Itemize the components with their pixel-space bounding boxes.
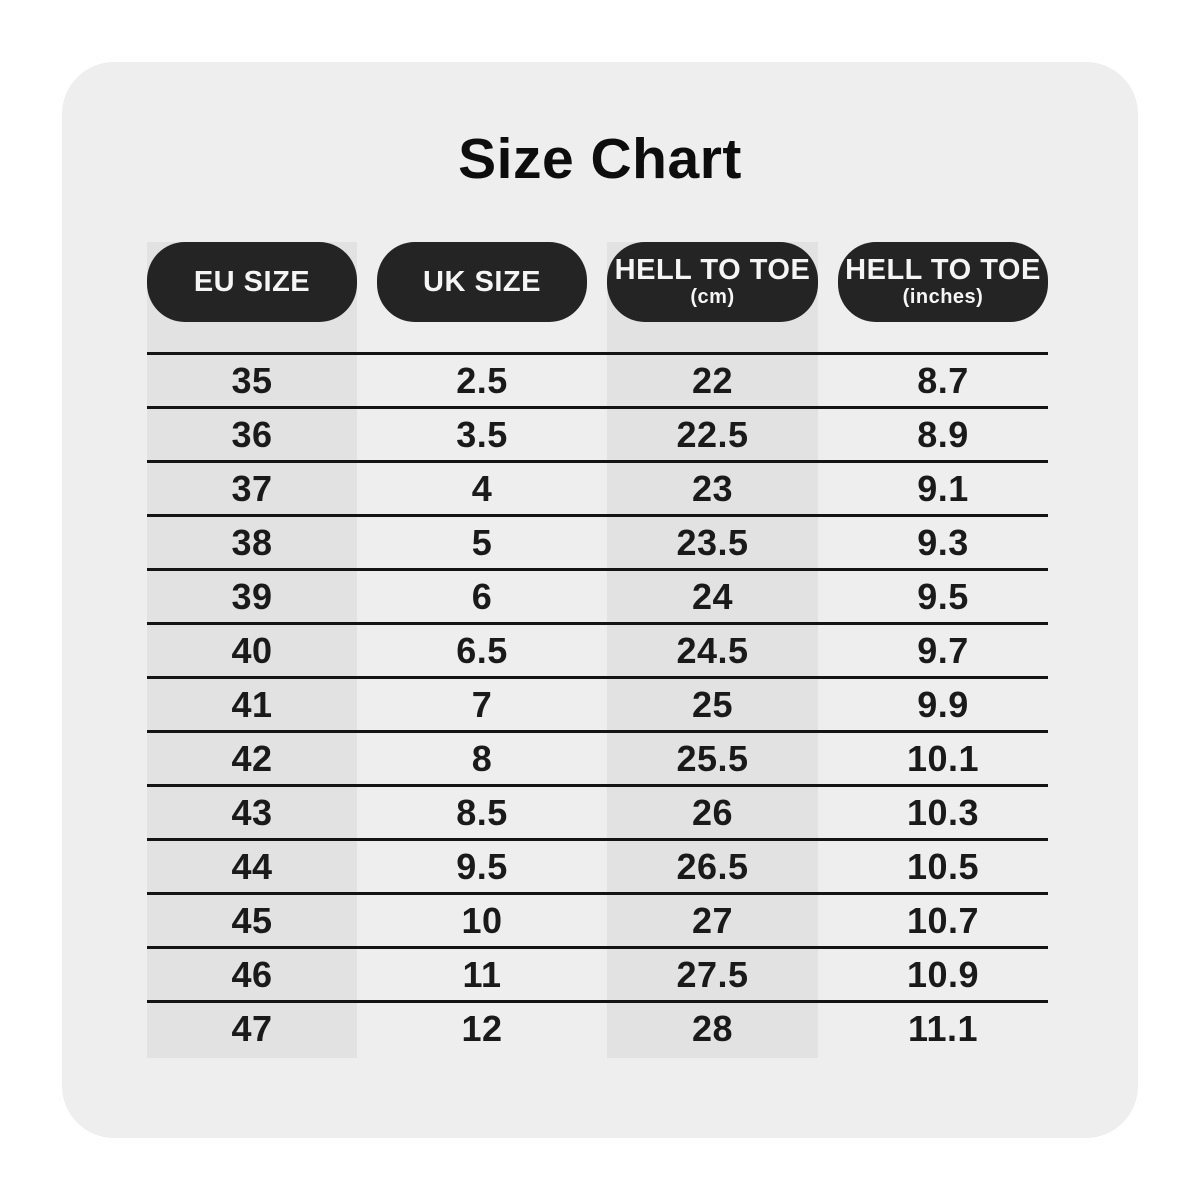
- table-cell: 23: [691, 467, 734, 509]
- size-chart-card: [62, 62, 1138, 1138]
- column-header-label: HELL TO TOE: [614, 254, 811, 286]
- table-cell: 24.5: [676, 629, 749, 671]
- table-cell: 9.5: [917, 575, 969, 617]
- table-cell: 11: [462, 953, 502, 995]
- table-cell: 11.1: [907, 1007, 979, 1049]
- table-cell: 40: [231, 629, 273, 671]
- table-cell: 26: [691, 791, 734, 833]
- table-cell: 9.7: [917, 629, 969, 671]
- table-cell: 6: [471, 575, 493, 617]
- table-cell: 10.1: [906, 737, 980, 779]
- table-cell: 25.5: [676, 737, 749, 779]
- table-cell: 10.3: [906, 791, 980, 833]
- table-cell: 35: [231, 359, 273, 401]
- table-row: [147, 622, 1048, 676]
- table-cell: 37: [231, 467, 273, 509]
- table-row: [147, 730, 1048, 784]
- table-cell: 22.5: [676, 413, 749, 455]
- table-cell: 10.5: [906, 845, 980, 887]
- table-cell: 27.5: [676, 953, 749, 995]
- table-row: [147, 784, 1048, 838]
- table-row: [147, 568, 1048, 622]
- table-row: [147, 514, 1048, 568]
- table-header-row: [147, 242, 1048, 322]
- table-cell: 27: [691, 899, 734, 941]
- table-row: [147, 892, 1048, 946]
- table-row: [147, 406, 1048, 460]
- column-header-label: HELL TO TOE: [845, 254, 1041, 286]
- table-cell: 12: [461, 1007, 503, 1049]
- table-cell: 6.5: [456, 629, 508, 671]
- table-cell: 2.5: [456, 359, 508, 401]
- table-cell: 26.5: [676, 845, 749, 887]
- table-cell: 23.5: [676, 521, 749, 563]
- column-header-badge: [838, 242, 1048, 322]
- table-cell: 47: [231, 1007, 273, 1049]
- table-cell: 5: [471, 521, 493, 563]
- table-cell: 4: [471, 467, 493, 509]
- table-cell: 39: [231, 575, 273, 617]
- table-cell: 8.9: [917, 413, 969, 455]
- table-cell: 7: [471, 683, 493, 725]
- table-row: [147, 460, 1048, 514]
- column-header-badge: [147, 242, 357, 322]
- table-row: [147, 676, 1048, 730]
- column-header-sublabel: (cm): [690, 286, 735, 308]
- column-header-label: EU SIZE: [193, 265, 311, 298]
- table-cell: 28: [691, 1007, 734, 1049]
- table-cell: 9.3: [917, 521, 969, 563]
- table-cell: 36: [231, 413, 273, 455]
- table-cell: 8.7: [917, 359, 969, 401]
- column-header-badge: [607, 242, 818, 322]
- size-chart-table: [147, 242, 1048, 1058]
- table-cell: 3.5: [456, 413, 508, 455]
- table-cell: 41: [231, 683, 273, 725]
- table-cell: 43: [231, 791, 273, 833]
- column-header-badge: [377, 242, 587, 322]
- table-cell: 24: [691, 575, 734, 617]
- column-header-label: UK SIZE: [423, 265, 541, 298]
- table-cell: 10: [461, 899, 503, 941]
- table-cell: 22: [691, 359, 734, 401]
- table-cell: 46: [231, 953, 273, 995]
- table-cell: 42: [231, 737, 273, 779]
- table-cell: 44: [231, 845, 273, 887]
- table-cell: 45: [231, 899, 273, 941]
- table-cell: 9.9: [917, 683, 969, 725]
- table-cell: 9.1: [917, 467, 969, 509]
- page-title: Size Chart: [458, 127, 742, 191]
- table-cell: 8.5: [456, 791, 508, 833]
- table-cell: 9.5: [456, 845, 508, 887]
- table-cell: 25: [691, 683, 734, 725]
- table-body: [147, 352, 1048, 1054]
- table-cell: 10.9: [906, 953, 980, 995]
- column-header-sublabel: (inches): [902, 286, 984, 308]
- table-row: [147, 1000, 1048, 1054]
- table-cell: 8: [471, 737, 493, 779]
- table-row: [147, 838, 1048, 892]
- table-cell: 38: [231, 521, 273, 563]
- table-row: [147, 352, 1048, 406]
- table-row: [147, 946, 1048, 1000]
- table-cell: 10.7: [906, 899, 980, 941]
